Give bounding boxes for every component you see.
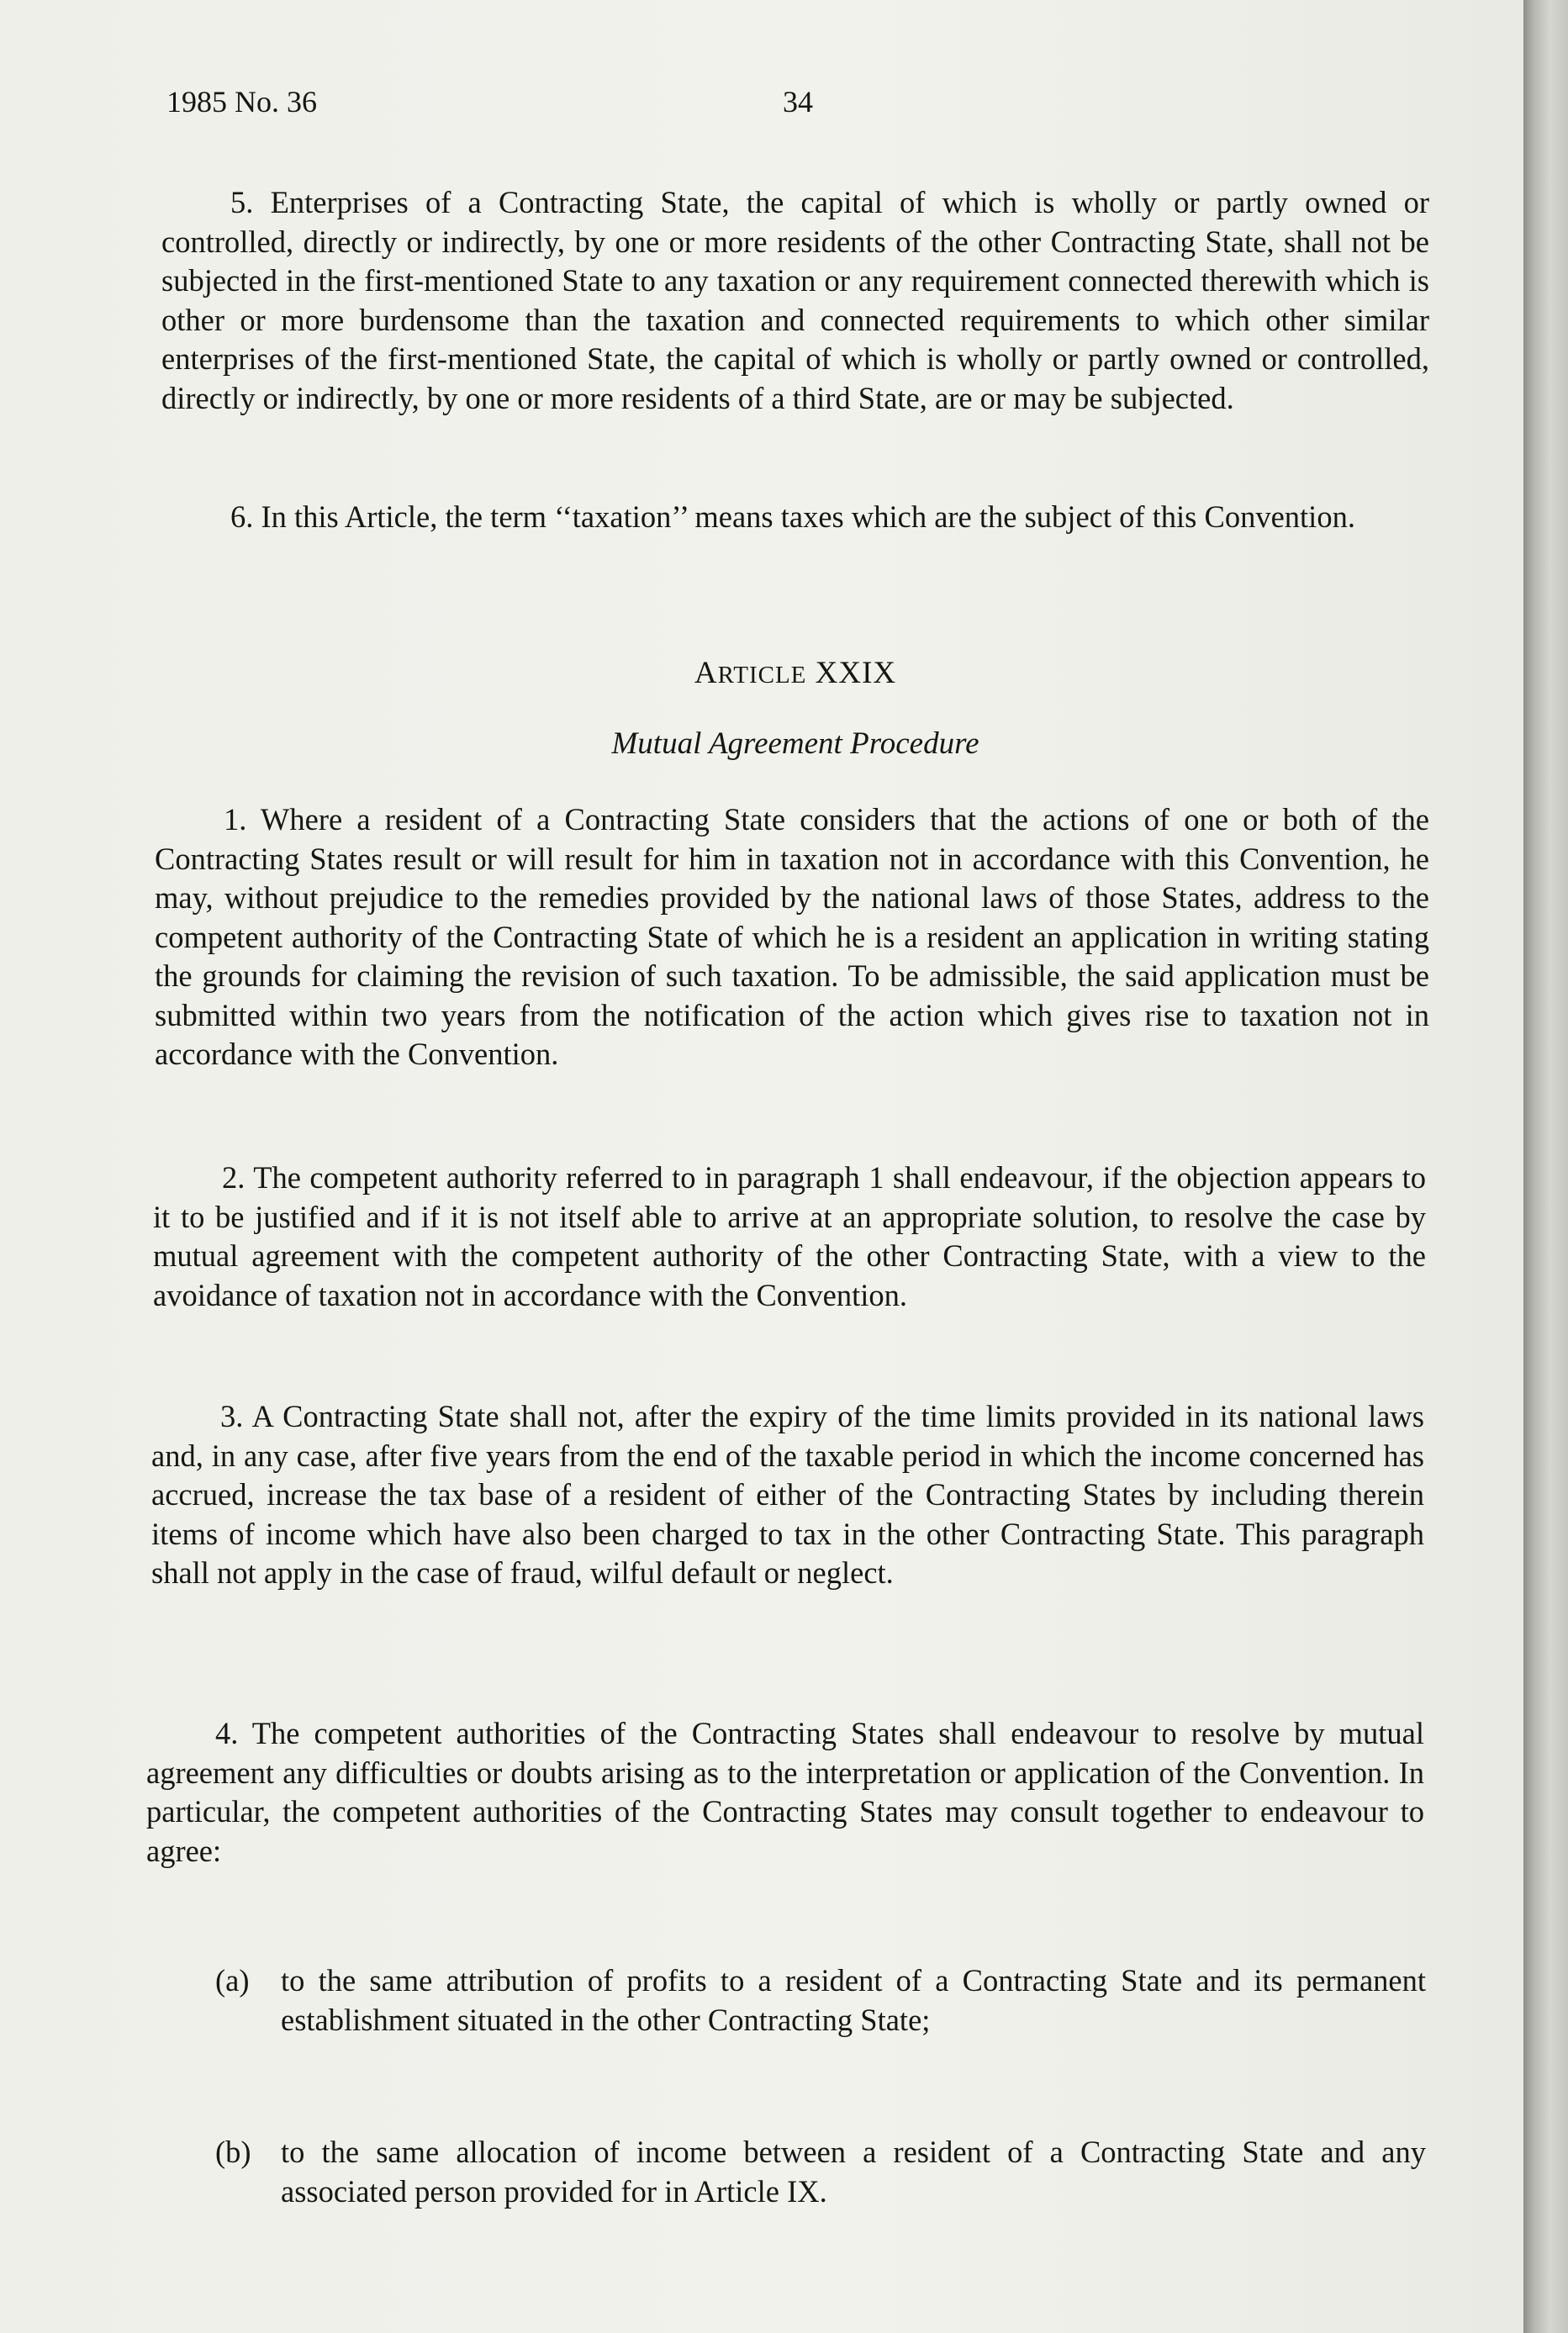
paragraph-6: 6. In this Article, the term ‘‘taxation’’ means taxes which are the subject of this Convention. — [230, 499, 1355, 534]
list-item-text: to the same allocation of income between a resident of a Contracting State and any associated person provided for in Article IX. — [281, 2135, 1426, 2209]
paragraph-5: 5. Enterprises of a Contracting State, the capital of which is wholly or partly owned or controlled, directly or indirectly, by one or more residents of the other Contracting State, shall not be subjected in the first-mentioned State to any taxation or any requirement connected therewith which is other or more burdensome than the taxation and connected requirements to which other similar enterprises of the first-mentioned State, the capital of which is wholly or partly owned or controlled, directly or indirectly, by one or more residents of a third State, are or may be subjected. — [161, 185, 1429, 415]
page-header — [166, 81, 1428, 123]
list-item-label: (a) — [215, 1963, 250, 1998]
article-heading-word: RTICLE — [717, 662, 807, 689]
page-edge — [1523, 0, 1568, 2333]
article-heading-number: XXIX — [815, 656, 897, 690]
list-item-text: to the same attribution of profits to a resident of a Contracting State and its permanent establishment situated in the other Contracting State; — [281, 1963, 1426, 2037]
law-reference: 1985 No. 36 — [166, 85, 317, 119]
article-paragraph-2: 2. The competent authority referred to in paragraph 1 shall endeavour, if the objection appears to it to be justified and if it is not itself able to arrive at an appropriate solution, to resolve the case by mutual agreement with the competent authority of the other Contracting State, with a view to the avoidance of taxation not in accordance with the Convention. — [153, 1160, 1426, 1312]
article-subtitle: Mutual Agreement Procedure — [611, 726, 979, 761]
list-item — [215, 2133, 1426, 2211]
page-number: 34 — [783, 85, 813, 119]
list-item-label: (b) — [215, 2135, 251, 2169]
article-heading — [161, 652, 1429, 696]
list-item — [215, 1961, 1426, 2040]
article-heading-initial: A — [694, 656, 718, 690]
article-paragraph-3: 3. A Contracting State shall not, after the expiry of the time limits provided in its national laws and, in any case, after five years from the end of the taxable period in which the income concerned has accrued, increase the tax base of a resident of either of the Contracting States by including therein items of income which have also been charged to tax in the other Contracting State. This paragraph shall not apply in the case of fraud, wilful default or neglect. — [151, 1399, 1424, 1590]
article-paragraph-4: 4. The competent authorities of the Contracting States shall endeavour to resolve by mutual agreement any difficulties or doubts arising as to the interpretation or application of the Convention. In particular, the competent authorities of the Contracting States may consult together to endeavour to agree: — [146, 1716, 1424, 1868]
article-paragraph-1: 1. Where a resident of a Contracting State considers that the actions of one or both of the Contracting States result or will result for him in taxation not in accordance with this Convention, he may, without prejudice to the remedies provided by the national laws of those States, address to the competent authority of the Contracting State of which he is a resident an application in writing stating the grounds for claiming the revision of such taxation. To be admissible, the said application must be submitted within two years from the notification of the action which gives rise to taxation not in accordance with the Convention. — [155, 802, 1429, 1071]
